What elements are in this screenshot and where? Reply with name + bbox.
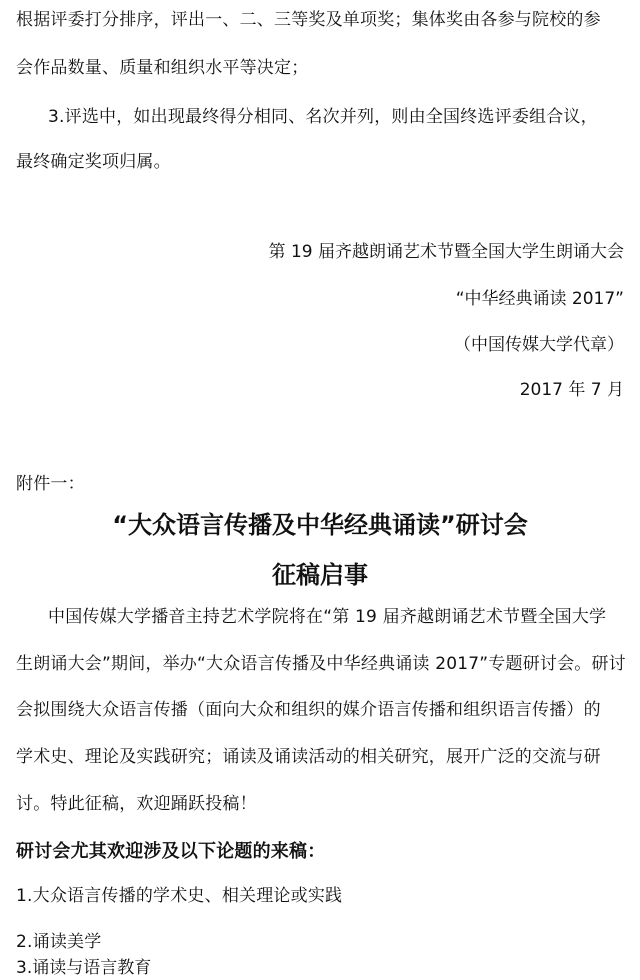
signature-org: 第 19 届齐越朗诵艺术节暨全国大学生朗诵大会 bbox=[268, 242, 624, 262]
rules-line-2: 会作品数量、质量和组织水平等决定； bbox=[16, 58, 309, 78]
paragraph-line-1: 中国传媒大学播音主持艺术学院将在“第 19 届齐越朗诵艺术节暨全国大学 bbox=[48, 607, 607, 627]
topics-heading: 研讨会尤其欢迎涉及以下论题的来稿： bbox=[16, 841, 326, 862]
rules-line-3: 3.评选中，如出现最终得分相同、名次并列，则由全国终选评委组合议， bbox=[48, 107, 598, 127]
paragraph-line-2: 生朗诵大会”期间，举办“大众语言传播及中华经典诵读 2017”专题研讨会。研讨 bbox=[16, 654, 626, 674]
attachment-label: 附件一： bbox=[16, 474, 85, 494]
paragraph-line-4: 学术史、理论及实践研究；诵读及诵读活动的相关研究，展开广泛的交流与研 bbox=[16, 747, 601, 767]
paragraph-line-5: 讨。特此征稿，欢迎踊跃投稿！ bbox=[16, 794, 257, 814]
attachment-title-line-1: “大众语言传播及中华经典诵读”研讨会 bbox=[112, 511, 528, 539]
cut-off-line-text: 3.诵读与语言教育 bbox=[16, 958, 152, 978]
signature-date: 2017 年 7 月 bbox=[519, 380, 624, 400]
rules-line-4: 最终确定奖项归属。 bbox=[16, 152, 171, 172]
rules-line-1: 根据评委打分排序，评出一、二、三等奖及单项奖；集体奖由各参与院校的参 bbox=[16, 10, 601, 30]
cut-off-line bbox=[16, 958, 156, 978]
attachment-title-line-2: 征稿启事 bbox=[272, 561, 368, 589]
topic-item-2: 2.诵读美学 bbox=[16, 932, 102, 952]
signature-seal: （中国传媒大学代章） bbox=[454, 335, 624, 355]
paragraph-line-3: 会拟围绕大众语言传播（面向大众和组织的媒介语言传播和组织语言传播）的 bbox=[16, 700, 601, 720]
topic-item-1: 1.大众语言传播的学术史、相关理论或实践 bbox=[16, 886, 343, 906]
signature-event: “中华经典诵读 2017” bbox=[455, 289, 624, 309]
